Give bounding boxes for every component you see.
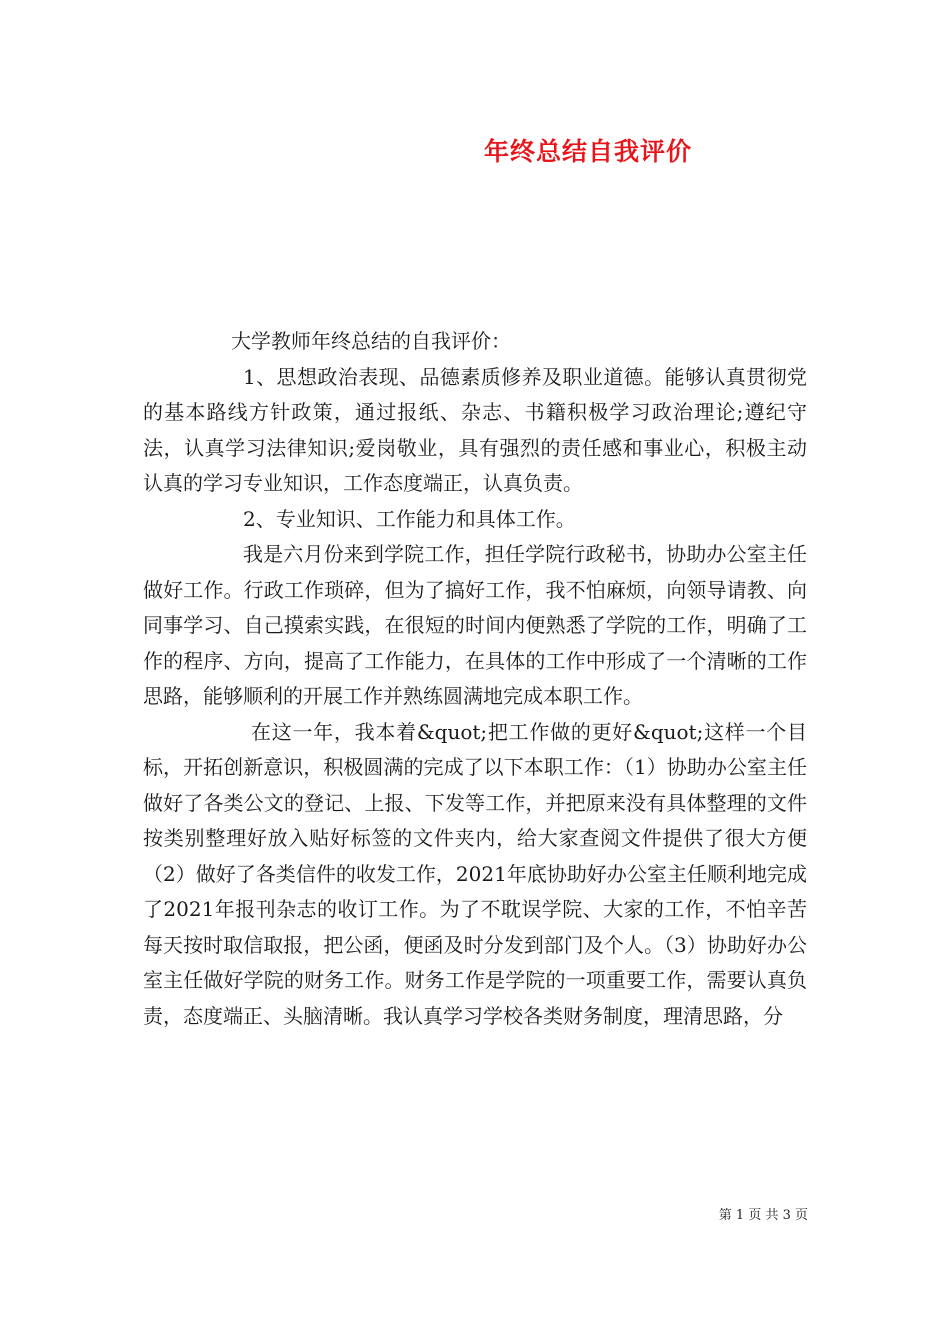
body-paragraph: 我是六月份来到学院工作，担任学院行政秘书，协助办公室主任做好工作。行政工作琐碎，但为了搞好工作，我不怕麻烦，向领导请教、向同事学习、自己摸索实践，在很短的时间内便熟悉了学院的工作，明确了工作的程序、方向，提高了工作能力，在具体的工作中形成了一个清晰的工作思路，能够顺利的开展工作并熟练圆满地完成本职工作。 <box>143 542 807 708</box>
document-title: 年终总结自我评价 <box>483 137 692 166</box>
body-paragraph: 在这一年，我本着&quot;把工作做的更好&quot;这样一个目标，开拓创新意识，积极圆满的完成了以下本职工作：（1）协助办公室主任做好了各类公文的登记、上报、下发等工作，并把原来没有具体整理的文件按类别整理好放入贴好标签的文件夹内，给大家查阅文件提供了很大方便（2）做好了各类信件的收发工作，2021年底协助好办公室主任顺利地完成了2021年报刊杂志的收订工作。为了不耽误学院、大家的工作，不怕辛苦每天按时取信取报，把公函，便函及时分发到部门及个人。（3）协助好办公室主任做好学院的财务工作。财务工作是学院的一项重要工作，需要认真负责，态度端正、头脑清晰。我认真学习学校各类财务制度，理清思路，分 <box>143 719 807 1028</box>
section-2-heading: 2、专业知识、工作能力和具体工作。 <box>243 506 576 531</box>
document-body <box>143 324 807 1034</box>
intro-paragraph: 大学教师年终总结的自我评价： <box>231 329 511 353</box>
page-indicator: 第 1 页 共 3 页 <box>718 1208 808 1223</box>
section-1-paragraph: 1、思想政治表现、品德素质修养及职业道德。能够认真贯彻党的基本路线方针政策，通过报纸、杂志、书籍积极学习政治理论;遵纪守法，认真学习法律知识;爱岗敬业，具有强烈的责任感和事业心，积极主动认真的学习专业知识，工作态度端正，认真负责。 <box>143 364 807 495</box>
